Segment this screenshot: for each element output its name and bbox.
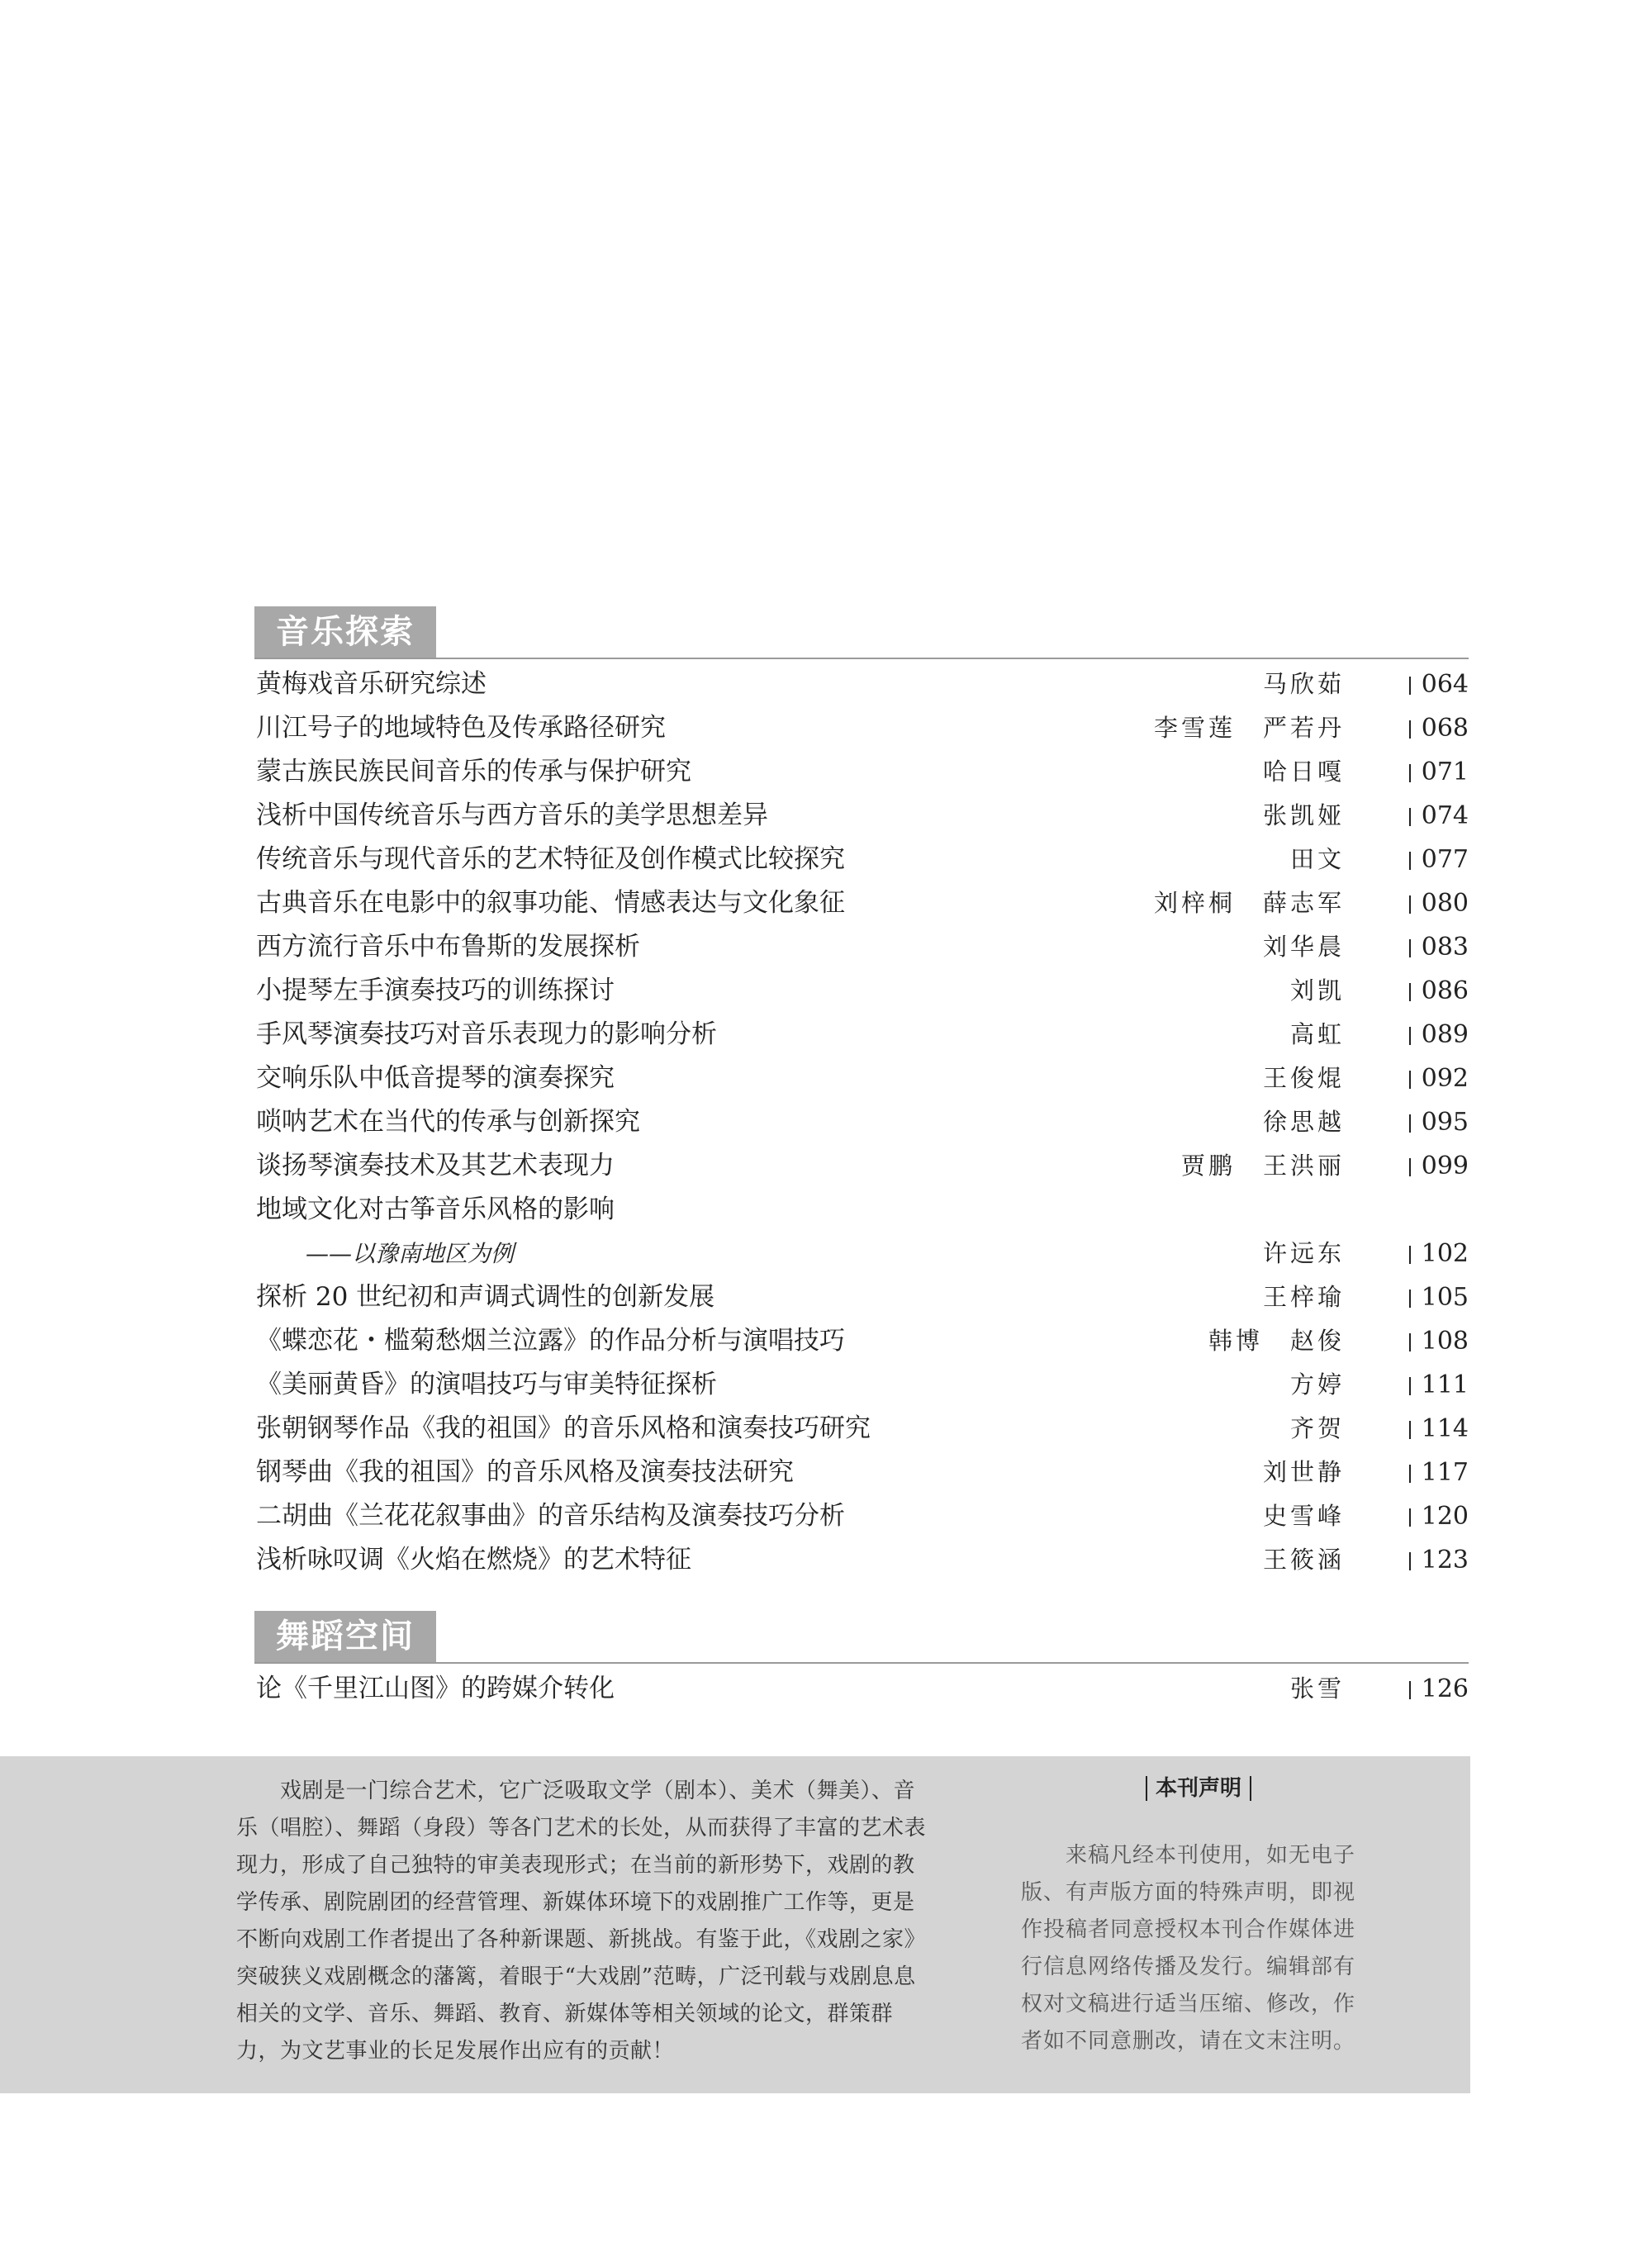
toc-entry bbox=[254, 1319, 1469, 1363]
entry-title: 浅析中国传统音乐与西方音乐的美学思想差异 bbox=[256, 800, 768, 830]
entry-title: 唢呐艺术在当代的传承与创新探究 bbox=[256, 1107, 640, 1137]
entry-page-number: 114 bbox=[1421, 1414, 1469, 1443]
toc-entry bbox=[254, 1188, 1469, 1232]
toc-entry bbox=[254, 1667, 1469, 1711]
page-separator bbox=[1409, 1158, 1411, 1176]
page-separator bbox=[1409, 1465, 1411, 1483]
entry-title: ——以豫南地区为例 bbox=[306, 1240, 515, 1267]
entry-page-number: 074 bbox=[1421, 801, 1469, 830]
entry-title: 《蝶恋花・槛菊愁烟兰泣露》的作品分析与演唱技巧 bbox=[256, 1326, 845, 1356]
entry-page-number: 111 bbox=[1421, 1370, 1469, 1399]
entry-author: 许远东 bbox=[1262, 1239, 1345, 1267]
entry-page-number: 123 bbox=[1421, 1546, 1469, 1575]
page-separator bbox=[1409, 939, 1411, 957]
entry-title: 地域文化对古筝音乐风格的影响 bbox=[256, 1195, 615, 1224]
toc-entry bbox=[254, 1100, 1469, 1144]
entry-author: 徐思越 bbox=[1262, 1108, 1345, 1136]
notice-body: 来稿凡经本刊使用，如无电子版、有声版方面的特殊声明，即视作投稿者同意授权本刊合作媒体进行信息网络传播及发行。编辑部有权对文稿进行适当压缩、修改，作者如不同意删改，请在文末注明。 bbox=[1021, 1843, 1356, 2054]
page-separator bbox=[1409, 720, 1411, 739]
page-separator bbox=[1409, 1552, 1411, 1570]
entry-title: 探析 20 世纪初和声调式调性的创新发展 bbox=[256, 1282, 715, 1312]
toc-entry bbox=[254, 1494, 1469, 1538]
page-separator bbox=[1409, 1114, 1411, 1133]
entry-author: 哈日嘎 bbox=[1262, 758, 1345, 786]
page-separator bbox=[1409, 1377, 1411, 1395]
entry-author: 史雪峰 bbox=[1262, 1502, 1345, 1530]
section-header bbox=[254, 1611, 1469, 1664]
entry-title: 浅析咏叹调《火焰在燃烧》的艺术特征 bbox=[256, 1545, 691, 1575]
journal-introduction: 戏剧是一门综合艺术，它广泛吸取文学（剧本）、美术（舞美）、音乐（唱腔）、舞蹈（身段）等各门艺术的长处，从而获得了丰富的艺术表现力，形成了自己独特的审美表现形式；在当前的新形势下，戏剧的教学传承、剧院剧团的经营管理、新媒体环境下的戏剧推广工作等，更是不断向戏剧工作者提出了各种新课题、新挑战。有鉴于此，《戏剧之家》突破狭义戏剧概念的藩篱，着眼于“大戏剧”范畴，广泛刊载与戏剧息息相关的文学、音乐、舞蹈、教育、新媒体等相关领域的论文，群策群力，为文艺事业的长足发展作出应有的贡献！ bbox=[236, 1779, 927, 2064]
entry-title: 西方流行音乐中布鲁斯的发展探析 bbox=[256, 932, 640, 962]
toc-entry bbox=[254, 1407, 1469, 1451]
entry-author: 贾鹏 王洪丽 bbox=[1180, 1152, 1345, 1180]
entry-page-number: 077 bbox=[1421, 845, 1469, 874]
entry-title: 黄梅戏音乐研究综述 bbox=[256, 669, 487, 699]
entry-page-number: 086 bbox=[1421, 976, 1469, 1005]
toc-list bbox=[254, 1667, 1469, 1711]
page-separator bbox=[1409, 852, 1411, 870]
toc-entry bbox=[254, 925, 1469, 969]
page-separator bbox=[1409, 895, 1411, 914]
toc-entry bbox=[254, 1057, 1469, 1100]
entry-title: 蒙古族民族民间音乐的传承与保护研究 bbox=[256, 757, 691, 786]
page-separator bbox=[1409, 983, 1411, 1001]
info-panel bbox=[0, 1756, 1470, 2093]
section-music bbox=[254, 606, 1469, 1582]
entry-title: 钢琴曲《我的祖国》的音乐风格及演奏技法研究 bbox=[256, 1457, 794, 1487]
page-separator bbox=[1409, 1333, 1411, 1351]
section-title: 舞蹈空间 bbox=[254, 1611, 436, 1662]
entry-page-number: 080 bbox=[1421, 889, 1469, 918]
page-separator bbox=[1409, 677, 1411, 695]
section-title: 音乐探索 bbox=[254, 606, 436, 658]
toc-entry bbox=[254, 663, 1469, 706]
entry-page-number: 105 bbox=[1421, 1283, 1469, 1312]
entry-author: 刘梓桐 薛志军 bbox=[1153, 889, 1345, 917]
entry-title: 张朝钢琴作品《我的祖国》的音乐风格和演奏技巧研究 bbox=[256, 1413, 871, 1443]
page-separator bbox=[1409, 1290, 1411, 1308]
entry-page-number: 102 bbox=[1421, 1239, 1469, 1268]
entry-author: 刘世静 bbox=[1262, 1458, 1345, 1486]
toc-entry bbox=[254, 706, 1469, 750]
entry-page-number: 068 bbox=[1421, 714, 1469, 743]
toc-entry bbox=[254, 1144, 1469, 1188]
entry-title: 传统音乐与现代音乐的艺术特征及创作模式比较探究 bbox=[256, 844, 845, 874]
page-separator bbox=[1409, 1681, 1411, 1699]
section-header bbox=[254, 606, 1469, 659]
entry-page-number: 071 bbox=[1421, 758, 1469, 786]
entry-author: 刘凯 bbox=[1289, 976, 1345, 1005]
page-separator bbox=[1409, 1508, 1411, 1527]
entry-title: 交响乐队中低音提琴的演奏探究 bbox=[256, 1063, 615, 1093]
entry-page-number: 089 bbox=[1421, 1020, 1469, 1049]
entry-author: 高虹 bbox=[1289, 1020, 1345, 1048]
toc-entry bbox=[254, 1451, 1469, 1494]
page-separator bbox=[1409, 1071, 1411, 1089]
entry-title: 手风琴演奏技巧对音乐表现力的影响分析 bbox=[256, 1019, 717, 1049]
page-separator bbox=[1409, 1246, 1411, 1264]
entry-title: 川江号子的地域特色及传承路径研究 bbox=[256, 713, 666, 743]
entry-author: 方婷 bbox=[1289, 1370, 1345, 1399]
entry-page-number: 064 bbox=[1421, 670, 1469, 699]
toc-entry bbox=[254, 1275, 1469, 1319]
entry-author: 马欣茹 bbox=[1262, 670, 1345, 698]
toc-entry bbox=[254, 1232, 1469, 1275]
entry-author: 张雪 bbox=[1289, 1674, 1345, 1703]
entry-page-number: 083 bbox=[1421, 933, 1469, 962]
page-separator bbox=[1409, 808, 1411, 826]
entry-author: 王筱涵 bbox=[1262, 1546, 1345, 1574]
entry-title: 谈扬琴演奏技术及其艺术表现力 bbox=[256, 1151, 615, 1180]
entry-title: 《美丽黄昏》的演唱技巧与审美特征探析 bbox=[256, 1370, 717, 1399]
toc-list bbox=[254, 663, 1469, 1582]
entry-page-number: 117 bbox=[1421, 1458, 1469, 1487]
notice-heading bbox=[1021, 1771, 1376, 1806]
page-separator bbox=[1409, 1027, 1411, 1045]
entry-page-number: 126 bbox=[1421, 1674, 1469, 1703]
entry-author: 王俊焜 bbox=[1262, 1064, 1345, 1092]
toc-entry bbox=[254, 1363, 1469, 1407]
toc-entry bbox=[254, 1538, 1469, 1582]
entry-title: 古典音乐在电影中的叙事功能、情感表达与文化象征 bbox=[256, 888, 845, 918]
section-dance bbox=[254, 1611, 1469, 1711]
toc-entry bbox=[254, 794, 1469, 838]
toc-entry bbox=[254, 838, 1469, 881]
entry-author: 李雪莲 严若丹 bbox=[1153, 714, 1345, 742]
entry-page-number: 099 bbox=[1421, 1152, 1469, 1180]
entry-page-number: 120 bbox=[1421, 1502, 1469, 1531]
entry-title: 二胡曲《兰花花叙事曲》的音乐结构及演奏技巧分析 bbox=[256, 1501, 845, 1531]
entry-title: 论《千里江山图》的跨媒介转化 bbox=[256, 1674, 615, 1703]
entry-page-number: 095 bbox=[1421, 1108, 1469, 1137]
toc-entry bbox=[254, 1013, 1469, 1057]
entry-author: 王梓瑜 bbox=[1262, 1283, 1345, 1311]
toc-entry bbox=[254, 881, 1469, 925]
entry-page-number: 092 bbox=[1421, 1064, 1469, 1093]
entry-author: 田文 bbox=[1289, 845, 1345, 873]
entry-author: 张凯娅 bbox=[1262, 801, 1345, 829]
entry-author: 齐贺 bbox=[1289, 1414, 1345, 1442]
entry-author: 刘华晨 bbox=[1262, 933, 1345, 961]
toc-entry bbox=[254, 750, 1469, 794]
notice-title: 本刊声明 bbox=[1146, 1776, 1251, 1801]
entry-page-number: 108 bbox=[1421, 1327, 1469, 1356]
toc-entry bbox=[254, 969, 1469, 1013]
entry-author: 韩博 赵俊 bbox=[1208, 1327, 1345, 1355]
page-separator bbox=[1409, 1421, 1411, 1439]
entry-title: 小提琴左手演奏技巧的训练探讨 bbox=[256, 976, 615, 1005]
page-separator bbox=[1409, 764, 1411, 782]
